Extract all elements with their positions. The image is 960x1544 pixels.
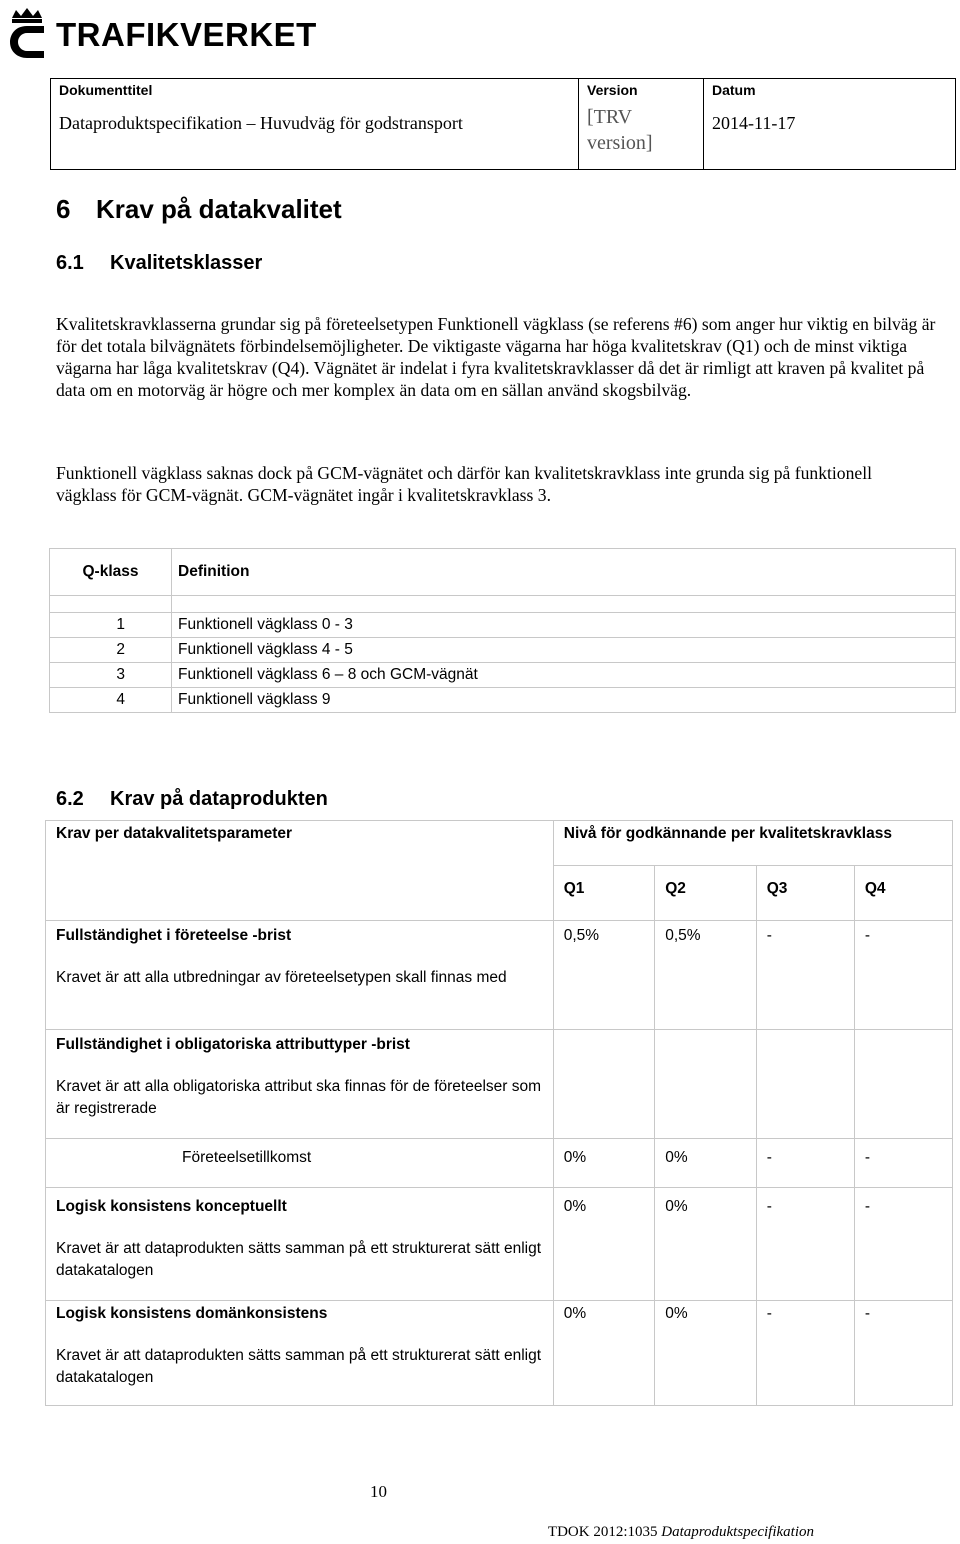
doc-title-label: Dokumenttitel bbox=[59, 82, 153, 98]
q2-value: 0% bbox=[655, 1139, 756, 1188]
q2-value: 0% bbox=[655, 1188, 756, 1301]
q-class-cell: 1 bbox=[50, 613, 172, 638]
footer-doc-reference bbox=[548, 1524, 814, 1541]
footer-doc-id: TDOK 2012:1035 bbox=[547, 1524, 658, 1540]
version-label: Version bbox=[587, 82, 638, 98]
q4-value bbox=[854, 1030, 952, 1139]
q3-value: - bbox=[756, 1139, 854, 1188]
section-6-2-number: 6.2 bbox=[56, 788, 84, 810]
q1-value: 0% bbox=[553, 1188, 654, 1301]
requirement-description: Kravet är att dataprodukten sätts samman på ett strukturerat sätt enligt datakatalogen bbox=[56, 1347, 542, 1386]
level-header: Nivå för godkännande per kvalitetskravklass bbox=[553, 821, 952, 866]
q3-value: - bbox=[756, 1301, 854, 1406]
section-6-1-number: 6.1 bbox=[56, 252, 84, 274]
requirement-cell bbox=[46, 921, 554, 1030]
q4-value: - bbox=[854, 1301, 952, 1406]
trafikverket-logo bbox=[6, 6, 317, 62]
section-6-title: Krav på datakvalitet bbox=[96, 194, 342, 224]
quality-class-table bbox=[49, 548, 956, 713]
q-class-cell: 4 bbox=[50, 688, 172, 713]
table-row bbox=[46, 1030, 953, 1139]
paragraph-text: Funktionell vägklass saknas dock på GCM-vägnätet och därför kan kvalitetskravklass inte grunda sig på funktionell vägklass för GCM-vägnät. GCM-vägnätet ingår i kvalitetskravklass 3. bbox=[56, 463, 872, 505]
q2-value bbox=[655, 1030, 756, 1139]
requirement-title: Fullständighet i obligatoriska attributtyper -brist bbox=[56, 1036, 410, 1053]
definition-cell: Funktionell vägklass 0 - 3 bbox=[172, 613, 956, 638]
table-spacer-row bbox=[50, 596, 956, 613]
q2-value: 0,5% bbox=[655, 921, 756, 1030]
version-cell bbox=[579, 79, 704, 169]
requirement-cell bbox=[46, 1188, 554, 1301]
q2-value: 0% bbox=[655, 1301, 756, 1406]
date-value: 2014-11-17 bbox=[712, 113, 796, 133]
requirement-cell bbox=[46, 1030, 554, 1139]
q1-value: 0% bbox=[553, 1301, 654, 1406]
doc-title-value: Dataproduktspecifikation – Huvudväg för godstransport bbox=[59, 113, 463, 133]
section-6-1-paragraph-1 bbox=[56, 313, 936, 401]
version-value: [TRV version] bbox=[587, 106, 653, 154]
table-row bbox=[46, 921, 953, 1030]
doc-title-cell bbox=[51, 79, 579, 169]
q-class-cell: 3 bbox=[50, 663, 172, 688]
q1-value: 0% bbox=[553, 1139, 654, 1188]
table-row bbox=[46, 1301, 953, 1406]
requirement-title: Logisk konsistens konceptuellt bbox=[56, 1198, 287, 1215]
requirement-description: Kravet är att alla obligatoriska attribut ska finnas för de företeelser som är registrerade bbox=[56, 1078, 542, 1117]
crown-icon bbox=[6, 6, 48, 62]
level-q3-header: Q3 bbox=[756, 866, 854, 921]
date-cell bbox=[704, 79, 957, 169]
requirement-title: Logisk konsistens domänkonsistens bbox=[56, 1305, 328, 1322]
parameter-header: Krav per datakvalitetsparameter bbox=[46, 821, 554, 921]
table-row bbox=[46, 1188, 953, 1301]
table-row bbox=[46, 1139, 953, 1188]
q-class-header: Q-klass bbox=[50, 549, 172, 596]
requirement-title: Företeelsetillkomst bbox=[46, 1139, 554, 1188]
q3-value bbox=[756, 1030, 854, 1139]
date-label: Datum bbox=[712, 82, 756, 98]
requirement-cell bbox=[46, 1301, 554, 1406]
table-header-row bbox=[50, 549, 956, 596]
q4-value: - bbox=[854, 921, 952, 1030]
requirement-description: Kravet är att dataprodukten sätts samman på ett strukturerat sätt enligt datakatalogen bbox=[56, 1240, 542, 1279]
definition-header: Definition bbox=[172, 549, 956, 596]
q4-value: - bbox=[854, 1188, 952, 1301]
requirement-title: Fullständighet i företeelse -brist bbox=[56, 927, 292, 944]
section-6-2-title: Krav på dataprodukten bbox=[110, 788, 328, 810]
requirement-description: Kravet är att alla utbredningar av företeelsetypen skall finnas med bbox=[56, 969, 507, 986]
logo-wordmark: TRAFIKVERKET bbox=[56, 15, 317, 53]
section-6-heading bbox=[56, 194, 342, 225]
section-6-1-title: Kvalitetsklasser bbox=[110, 252, 263, 274]
table-row bbox=[50, 613, 956, 638]
level-q4-header: Q4 bbox=[854, 866, 952, 921]
definition-cell: Funktionell vägklass 4 - 5 bbox=[172, 638, 956, 663]
section-6-1-heading bbox=[56, 252, 262, 275]
section-6-number: 6 bbox=[56, 194, 71, 224]
q4-value: - bbox=[854, 1139, 952, 1188]
level-q2-header: Q2 bbox=[655, 866, 756, 921]
table-row bbox=[50, 663, 956, 688]
table-row bbox=[50, 638, 956, 663]
definition-cell: Funktionell vägklass 6 – 8 och GCM-vägnät bbox=[172, 663, 956, 688]
table-header-row bbox=[46, 821, 953, 866]
q3-value: - bbox=[756, 1188, 854, 1301]
section-6-2-heading bbox=[56, 788, 328, 811]
table-row bbox=[50, 688, 956, 713]
level-q1-header: Q1 bbox=[553, 866, 654, 921]
q-class-cell: 2 bbox=[50, 638, 172, 663]
document-header-table bbox=[50, 78, 956, 170]
q3-value: - bbox=[756, 921, 854, 1030]
data-product-requirements-table bbox=[45, 820, 953, 1406]
q1-value: 0,5% bbox=[553, 921, 654, 1030]
paragraph-text: Kvalitetskravklasserna grundar sig på företeelsetypen Funktionell vägklass (se referens #6) som anger hur viktig en bilväg är för det totala bilvägnätets förbindelsemöjligheter. De viktigaste vägarna har höga kvalitetskrav (Q1) och de minst viktiga vägarna har låga kvalitetskrav (Q4). Vägnätet är indelat i fyra kvalitetskravklasser då det är rimligt att kraven på kvalitet på data om en motorväg är högre och mer komplex än data om en sällan använd skogsbilväg. bbox=[56, 314, 936, 400]
page-number: 10 bbox=[370, 1482, 387, 1501]
section-6-1-paragraph-2 bbox=[56, 462, 936, 506]
footer-doc-name: Dataproduktspecifikation bbox=[661, 1524, 814, 1540]
definition-cell: Funktionell vägklass 9 bbox=[172, 688, 956, 713]
q1-value bbox=[553, 1030, 654, 1139]
